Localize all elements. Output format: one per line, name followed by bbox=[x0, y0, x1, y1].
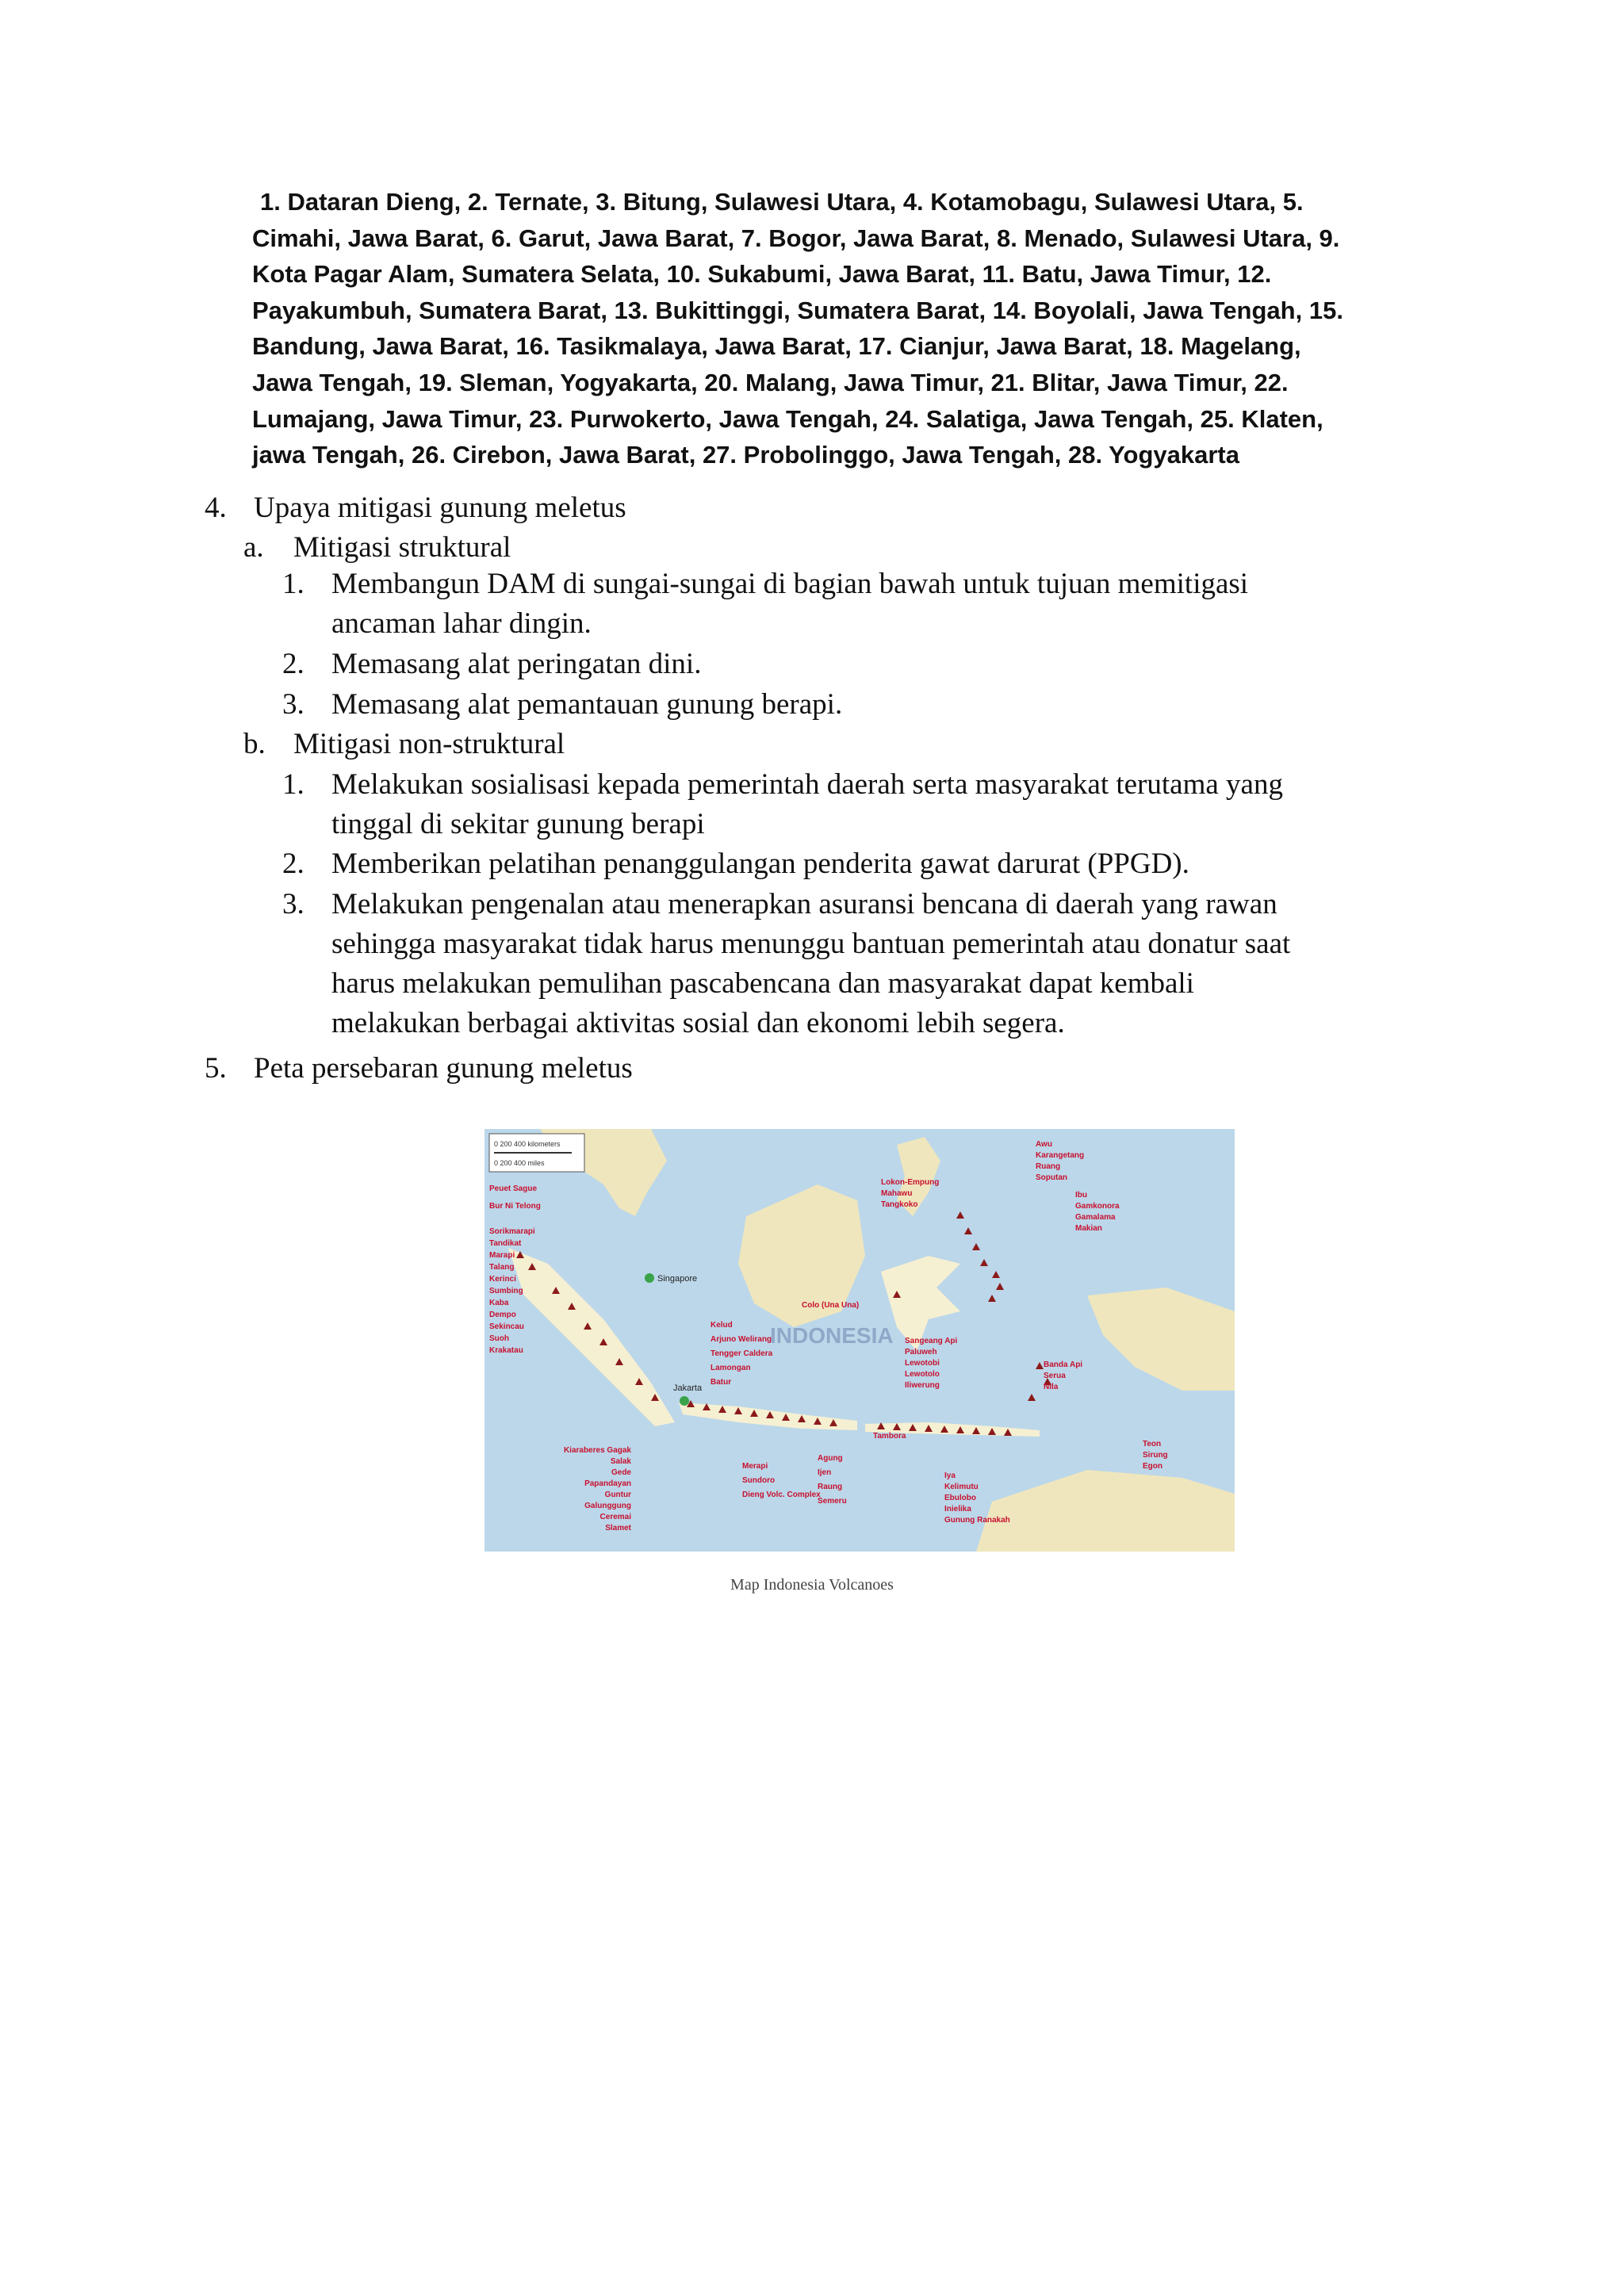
volcano-label: Ruang bbox=[1036, 1162, 1061, 1171]
volcano-label: Sumbing bbox=[489, 1287, 523, 1295]
volcano-label: Ijen bbox=[818, 1468, 832, 1477]
volcano-label: Suoh bbox=[489, 1334, 509, 1343]
volcano-label: Inielika bbox=[944, 1505, 971, 1513]
volcano-label: Sorikmarapi bbox=[489, 1227, 535, 1236]
volcano-label: Talang bbox=[489, 1263, 515, 1272]
volcano-label: Raung bbox=[818, 1483, 843, 1491]
scale-mi-label: 0 200 400 miles bbox=[494, 1159, 545, 1167]
volcano-label: Karangetang bbox=[1036, 1151, 1085, 1160]
volcano-label: Nila bbox=[1044, 1383, 1059, 1391]
section-title: Peta persebaran gunung meletus bbox=[254, 1052, 633, 1085]
volcano-label: Mahawu bbox=[881, 1189, 913, 1198]
city-list-line: Jawa Tengah, 19. Sleman, Yogyakarta, 20. Malang, Jawa Timur, 21. Blitar, Jawa Timur, 22. bbox=[252, 368, 1289, 396]
volcano-label: Sirung bbox=[1143, 1451, 1168, 1460]
volcano-label: Tangkoko bbox=[881, 1200, 918, 1209]
volcano-label: Sundoro bbox=[742, 1476, 776, 1485]
section-number: 4. bbox=[205, 492, 227, 524]
volcano-label: Kaba bbox=[489, 1299, 509, 1307]
volcano-label: Paluweh bbox=[905, 1348, 937, 1357]
city-list-line: Payakumbuh, Sumatera Barat, 13. Bukittinggi, Sumatera Barat, 14. Boyolali, Jawa Tengah, 15. bbox=[252, 296, 1343, 324]
volcano-label: Peuet Sague bbox=[489, 1184, 538, 1193]
volcano-label: Dieng Volc. Complex bbox=[742, 1490, 821, 1499]
volcano-label: Sangeang Api bbox=[905, 1337, 958, 1345]
volcano-label: Awu bbox=[1036, 1140, 1052, 1149]
volcano-label: Sekincau bbox=[489, 1322, 524, 1331]
jakarta-marker bbox=[680, 1396, 689, 1406]
volcano-label: Krakatau bbox=[489, 1346, 523, 1355]
item-text: tinggal di sekitar gunung berapi bbox=[331, 808, 705, 840]
volcano-label: Guntur bbox=[604, 1490, 631, 1499]
volcano-label: Marapi bbox=[489, 1251, 515, 1260]
subsection-letter: a. bbox=[243, 531, 264, 564]
item-number: 3. bbox=[282, 888, 304, 920]
volcano-label: Ibu bbox=[1075, 1191, 1087, 1200]
subsection-title: Mitigasi non-struktural bbox=[293, 728, 565, 760]
volcano-label: Serua bbox=[1044, 1372, 1066, 1380]
volcano-label: Teon bbox=[1143, 1440, 1162, 1448]
volcano-map-svg bbox=[485, 1129, 1235, 1552]
volcano-label: Gunung Ranakah bbox=[944, 1516, 1010, 1525]
item-text: melakukan berbagai aktivitas sosial dan ekonomi lebih segera. bbox=[331, 1007, 1065, 1039]
volcano-label: Lewotolo bbox=[905, 1370, 940, 1379]
volcano-label: Dempo bbox=[489, 1311, 516, 1319]
city-list-line: 1. Dataran Dieng, 2. Ternate, 3. Bitung, Sulawesi Utara, 4. Kotamobagu, Sulawesi Utara, 5. bbox=[260, 188, 1304, 216]
country-label: INDONESIA bbox=[770, 1323, 894, 1348]
volcano-label: Kiaraberes Gagak bbox=[563, 1446, 631, 1455]
volcano-label: Iliwerung bbox=[905, 1381, 940, 1390]
volcano-label: Kelimutu bbox=[944, 1483, 979, 1491]
section-number: 5. bbox=[205, 1052, 227, 1085]
volcano-label: Lokon-Empung bbox=[881, 1178, 940, 1187]
volcano-label: Colo (Una Una) bbox=[802, 1301, 860, 1310]
section-title: Upaya mitigasi gunung meletus bbox=[254, 492, 626, 524]
item-number: 1. bbox=[282, 568, 304, 600]
map-caption: Map Indonesia Volcanoes bbox=[730, 1576, 894, 1594]
volcano-label: Soputan bbox=[1036, 1173, 1067, 1182]
volcano-label: Arjuno Welirang bbox=[710, 1335, 772, 1344]
city-list-line: Lumajang, Jawa Timur, 23. Purwokerto, Jawa Tengah, 24. Salatiga, Jawa Tengah, 25. Klaten, bbox=[252, 404, 1323, 433]
volcano-label: Batur bbox=[710, 1378, 732, 1387]
volcano-label: Kerinci bbox=[489, 1275, 516, 1284]
item-text: harus melakukan pemulihan pascabencana dan masyarakat dapat kembali bbox=[331, 967, 1194, 1000]
subsection-letter: b. bbox=[243, 728, 266, 760]
volcano-label: Tandikat bbox=[489, 1239, 522, 1248]
volcano-label: Tambora bbox=[873, 1432, 906, 1441]
subsection-title: Mitigasi struktural bbox=[293, 531, 511, 564]
volcano-label: Salak bbox=[610, 1457, 631, 1466]
volcano-label: Semeru bbox=[818, 1497, 847, 1506]
item-text: Memasang alat pemantauan gunung berapi. bbox=[331, 688, 843, 721]
volcano-label: Makian bbox=[1075, 1224, 1102, 1233]
city-list-line: Cimahi, Jawa Barat, 6. Garut, Jawa Barat, 7. Bogor, Jawa Barat, 8. Menado, Sulawesi Utara, 9. bbox=[252, 224, 1340, 252]
volcano-label: Gamkonora bbox=[1075, 1202, 1120, 1211]
volcano-label: Slamet bbox=[605, 1524, 631, 1533]
item-number: 2. bbox=[282, 848, 304, 880]
city-list bbox=[252, 184, 1426, 473]
item-text: Memasang alat peringatan dini. bbox=[331, 648, 702, 680]
item-text: Membangun DAM di sungai-sungai di bagian bawah untuk tujuan memitigasi bbox=[331, 568, 1249, 600]
volcano-label: Lewotobi bbox=[905, 1359, 940, 1368]
volcano-label: Gamalama bbox=[1075, 1213, 1116, 1222]
item-text: Melakukan sosialisasi kepada pemerintah daerah serta masyarakat terutama yang bbox=[331, 768, 1283, 801]
scale-km-label: 0 200 400 kilometers bbox=[494, 1140, 561, 1148]
volcano-label: Merapi bbox=[742, 1462, 768, 1471]
volcano-map bbox=[485, 1129, 1235, 1552]
city-list-line: Bandung, Jawa Barat, 16. Tasikmalaya, Jawa Barat, 17. Cianjur, Jawa Barat, 18. Magelang, bbox=[252, 332, 1301, 361]
singapore-marker bbox=[645, 1273, 654, 1283]
volcano-label: Lamongan bbox=[710, 1364, 751, 1372]
item-text: Melakukan pengenalan atau menerapkan asuransi bencana di daerah yang rawan bbox=[331, 888, 1277, 920]
item-text: ancaman lahar dingin. bbox=[331, 607, 592, 640]
volcano-label: Gede bbox=[611, 1468, 631, 1477]
item-number: 2. bbox=[282, 648, 304, 680]
volcano-label: Ebulobo bbox=[944, 1494, 976, 1502]
city-list-line: Kota Pagar Alam, Sumatera Selata, 10. Sukabumi, Jawa Barat, 11. Batu, Jawa Timur, 12. bbox=[252, 260, 1272, 289]
volcano-label: Ceremai bbox=[599, 1513, 631, 1521]
city-list-line: jawa Tengah, 26. Cirebon, Jawa Barat, 27. Probolinggo, Jawa Tengah, 28. Yogyakarta bbox=[252, 441, 1239, 469]
volcano-label: Bur Ni Telong bbox=[489, 1202, 541, 1211]
city-label: Singapore bbox=[657, 1274, 698, 1284]
volcano-label: Galunggung bbox=[584, 1502, 631, 1510]
volcano-label: Agung bbox=[818, 1454, 843, 1463]
item-text: Memberikan pelatihan penanggulangan penderita gawat darurat (PPGD). bbox=[331, 848, 1189, 880]
city-label: Jakarta bbox=[673, 1383, 703, 1393]
item-text: sehingga masyarakat tidak harus menunggu bantuan pemerintah atau donatur saat bbox=[331, 928, 1291, 960]
volcano-label: Banda Api bbox=[1044, 1360, 1083, 1369]
volcano-label: Tengger Caldera bbox=[710, 1349, 773, 1358]
item-number: 1. bbox=[282, 768, 304, 801]
volcano-label: Iya bbox=[944, 1471, 956, 1480]
volcano-label: Egon bbox=[1143, 1462, 1162, 1471]
volcano-label: Kelud bbox=[710, 1321, 733, 1330]
item-number: 3. bbox=[282, 688, 304, 721]
volcano-label: Papandayan bbox=[584, 1479, 631, 1488]
